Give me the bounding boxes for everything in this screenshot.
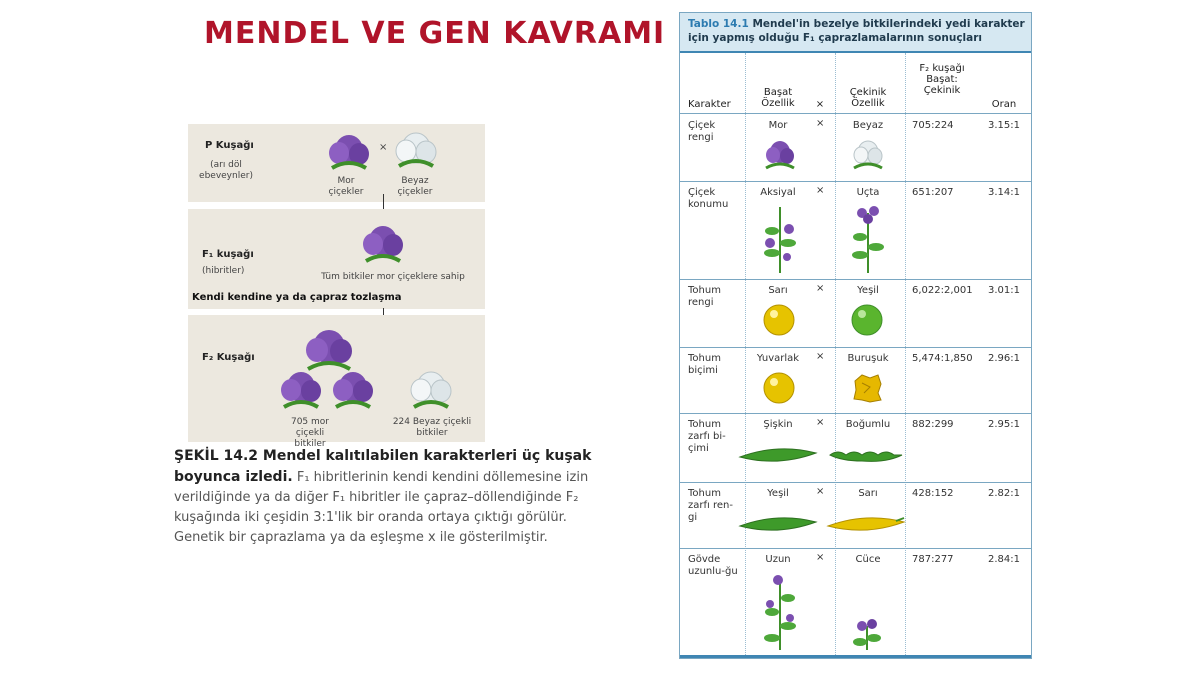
- col-karakter: Karakter: [688, 99, 731, 110]
- dwarf-plant-icon: [850, 616, 884, 652]
- table-row: [680, 413, 1031, 483]
- page-title: MENDEL VE GEN KAVRAMI: [204, 16, 666, 51]
- f1-generation-label: F₁ kuşağı: [202, 249, 254, 260]
- col-basat: Başat Özellik: [761, 87, 795, 109]
- row-basat: Şişkin: [763, 419, 793, 430]
- row-oran: 2.95:1: [988, 419, 1020, 430]
- f2-generation-band: [188, 315, 485, 449]
- row-oran: 2.96:1: [988, 353, 1020, 364]
- round-seed-icon: [762, 371, 796, 405]
- white-flower-icon: [391, 126, 441, 170]
- row-f2: 428:152: [912, 488, 954, 499]
- table-title-text: Mendel'in bezelye bitkilerindeki yedi karakter için yapmış olduğu F₁ çaprazlamalarının sonuçları: [688, 18, 1025, 44]
- row-f2: 651:207: [912, 187, 954, 198]
- results-table: [679, 12, 1032, 659]
- caption-text: F₁ hibritlerinin kendi kendini döllemesine izin verildiğinde ya da diğer F₁ hibritler ile çapraz–döllendiğinde F₂ kuşağında iki çeşidin 3:1'lik bir oranda ortaya çıktığı görülür. Genetik bir çaprazlama ya da eşleşme x ile gösterilmiştir.: [174, 470, 589, 545]
- purple-flower-icon: [276, 365, 326, 411]
- row-cross: ×: [816, 552, 825, 563]
- p-generation-band: [188, 124, 485, 202]
- row-cekinik: Yeşil: [857, 285, 879, 296]
- row-cross: ×: [816, 185, 825, 196]
- yellow-pod-icon: [826, 512, 906, 536]
- purple-flower-icon: [324, 128, 374, 172]
- p-generation-sub: (arı döl ebeveynler): [199, 160, 253, 181]
- row-oran: 2.82:1: [988, 488, 1020, 499]
- purple-flower-icon: [328, 365, 378, 411]
- constricted-pod-icon: [828, 445, 904, 465]
- table-row: [680, 548, 1031, 655]
- row-cekinik: Cüce: [855, 554, 881, 565]
- row-basat: Yeşil: [767, 488, 789, 499]
- row-cross: ×: [816, 417, 825, 428]
- row-karakter: Çiçek rengi: [688, 120, 716, 143]
- row-karakter: Tohum rengi: [688, 285, 721, 308]
- green-seed-icon: [850, 303, 884, 337]
- f2-generation-label: F₂ Kuşağı: [202, 352, 255, 363]
- table-row: [680, 181, 1031, 280]
- row-karakter: Tohum zarfı bi-çimi: [688, 419, 726, 454]
- f2-right-label: 224 Beyaz çiçekli bitkiler: [392, 417, 472, 438]
- row-cross: ×: [816, 351, 825, 362]
- row-oran: 2.84:1: [988, 554, 1020, 565]
- purple-flower-icon: [762, 136, 798, 172]
- self-pollination-label: Kendi kendine ya da çapraz tozlaşma: [192, 292, 402, 303]
- row-karakter: Gövde uzunlu-ğu: [688, 554, 738, 577]
- table-row: [680, 114, 1031, 182]
- col-cekinik: Çekinik Özellik: [849, 87, 887, 109]
- col-oran: Oran: [991, 99, 1017, 110]
- row-oran: 3.01:1: [988, 285, 1020, 296]
- table-row: [680, 482, 1031, 549]
- p-right-label: Beyaz çiçekler: [397, 176, 433, 197]
- row-cross: ×: [816, 283, 825, 294]
- row-basat: Uzun: [765, 554, 791, 565]
- row-f2: 6,022:2,001: [912, 285, 973, 296]
- row-cekinik: Uçta: [856, 187, 880, 198]
- table-bottom-rule: [680, 655, 1031, 658]
- generation-figure: [188, 124, 485, 449]
- row-f2: 5,474:1,850: [912, 353, 973, 364]
- row-basat: Sarı: [768, 285, 788, 296]
- purple-flower-icon: [358, 219, 408, 265]
- cross-symbol: ×: [379, 142, 388, 153]
- green-pod-icon: [738, 512, 818, 536]
- row-f2: 882:299: [912, 419, 954, 430]
- white-flower-icon: [850, 136, 886, 172]
- f2-left-label: 705 mor çiçekli bitkiler: [290, 417, 329, 449]
- row-oran: 3.14:1: [988, 187, 1020, 198]
- arrow-line: [383, 194, 384, 210]
- row-basat: Mor: [768, 120, 788, 131]
- tall-plant-icon: [760, 574, 800, 652]
- p-generation-label: P Kuşağı: [205, 140, 254, 151]
- p-left-label: Mor çiçekler: [328, 176, 364, 197]
- table-title: [688, 17, 1028, 45]
- f1-generation-sub: (hibritler): [202, 266, 245, 276]
- col-x: ×: [815, 99, 825, 110]
- axial-plant-icon: [760, 203, 800, 275]
- column-headers: [680, 53, 1031, 114]
- row-cross: ×: [816, 118, 825, 129]
- row-f2: 705:224: [912, 120, 954, 131]
- row-f2: 787:277: [912, 554, 954, 565]
- table-row: [680, 279, 1031, 348]
- row-cekinik: Beyaz: [852, 120, 884, 131]
- row-karakter: Tohum zarfı ren-gi: [688, 488, 733, 523]
- table-number: Tablo 14.1: [688, 18, 749, 30]
- table-row: [680, 347, 1031, 414]
- table-header: [680, 13, 1031, 53]
- figure-caption: [174, 446, 594, 548]
- row-cekinik: Sarı: [858, 488, 878, 499]
- f1-note: Tüm bitkiler mor çiçeklere sahip: [321, 272, 465, 282]
- wrinkled-seed-icon: [850, 371, 884, 405]
- row-karakter: Tohum biçimi: [688, 353, 721, 376]
- row-cekinik: Boğumlu: [845, 419, 891, 430]
- inflated-pod-icon: [738, 443, 818, 467]
- row-karakter: Çiçek konumu: [688, 187, 729, 210]
- row-cross: ×: [816, 486, 825, 497]
- white-flower-icon: [406, 365, 456, 411]
- yellow-seed-icon: [762, 303, 796, 337]
- row-basat: Yuvarlak: [756, 353, 800, 364]
- col-f2: F₂ kuşağı Başat: Çekinik: [919, 63, 965, 96]
- row-cekinik: Buruşuk: [847, 353, 889, 364]
- caption-bold: ŞEKİL 14.2 Mendel kalıtılabilen karakterleri üç kuşak boyunca izledi.: [174, 448, 592, 485]
- row-oran: 3.15:1: [988, 120, 1020, 131]
- row-basat: Aksiyal: [760, 187, 796, 198]
- terminal-plant-icon: [848, 203, 888, 275]
